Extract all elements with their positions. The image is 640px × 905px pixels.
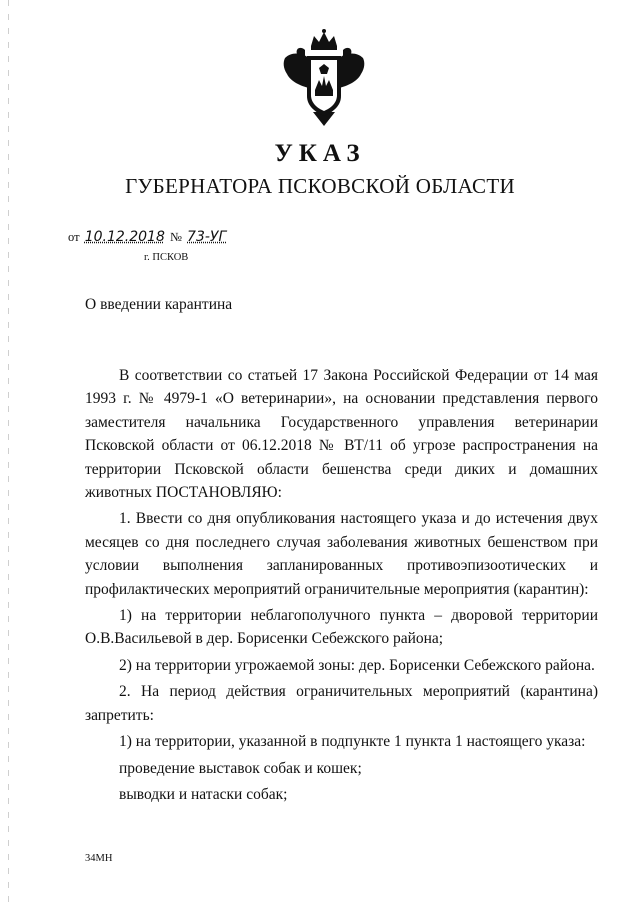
document-subtitle: ГУБЕРНАТОРА ПСКОВСКОЙ ОБЛАСТИ xyxy=(125,174,515,198)
document-title: УКАЗ xyxy=(274,140,366,167)
scan-edge-marks xyxy=(8,0,9,905)
clause-paragraph: 1) на территории неблагополучного пункта – дворовой территории О.В.Васильевой в дер. Борисенки Себежского района; xyxy=(85,607,598,648)
clause-paragraph: выводки и натаски собак; xyxy=(119,785,288,803)
number-value: 73-УГ xyxy=(187,229,227,245)
date-value: 10.12.2018 xyxy=(84,229,165,245)
clause-paragraph: 2. На период действия ограничительных мероприятий (карантина) запретить: xyxy=(85,683,598,724)
number-prefix: № xyxy=(169,230,182,244)
footer-code: 34МН xyxy=(85,853,113,864)
date-number-line xyxy=(68,229,228,245)
clause-paragraph: 2) на территории угрожаемой зоны: дер. Борисенки Себежского района. xyxy=(119,656,595,674)
date-prefix: от xyxy=(68,230,80,244)
document-body xyxy=(85,364,598,806)
clause-paragraph: 1. Ввести со дня опубликования настоящего указа и до истечения двух месяцев со дня последнего случая заболевания животных бешенством при условии выполнения запланированных противоэпизоотических и профилактических мероприятий ограничительные мероприятия (карантин): xyxy=(85,510,598,598)
clause-paragraph: проведение выставок собак и кошек; xyxy=(119,759,362,777)
document-subject: О введении карантина xyxy=(85,296,233,313)
city-label: г. ПСКОВ xyxy=(144,252,189,263)
clause-paragraph: 1) на территории, указанной в подпункте 1 пункта 1 настоящего указа: xyxy=(119,733,586,751)
preamble-paragraph: В соответствии со статьей 17 Закона Российской Федерации от 14 мая 1993 г. № 4979-1 «О ветеринарии», на основании представления первого заместителя начальника Государственного управления ветеринарии Псковской области от 06.12.2018 № ВТ/11 об угрозе распространения на территории Псковской области бешенства среди диких и домашних животных ПОСТАНОВЛЯЮ: xyxy=(85,367,598,502)
pskov-coat-of-arms-icon xyxy=(281,28,367,128)
